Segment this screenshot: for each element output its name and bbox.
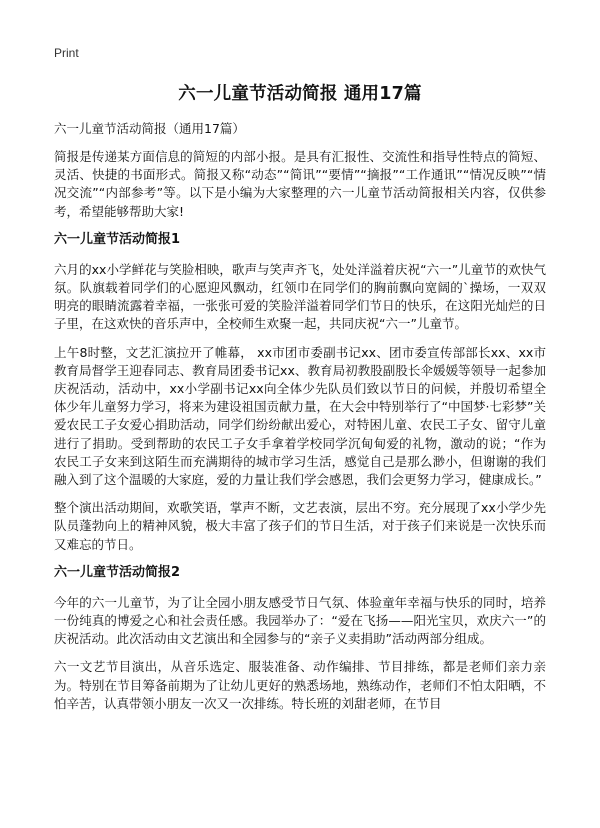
section-1-paragraph-1: 六月的xx小学鲜花与笑脸相映，歌声与笑声齐飞，处处洋溢着庆祝“六一”儿童节的欢快气氛。队旗载着同学们的心愿迎风飘动，红领巾在同学们的胸前飘向宽阔的`操场，一双双明亮的眼睛流露着幸福，一张张可爱的笑脸洋溢着同学们节日的快乐，在这阳光灿烂的日子里，在这欢快的音乐声中，全校师生欢聚一起，共同庆祝“六一”儿童节。 — [54, 261, 546, 332]
document-title: 六一儿童节活动简报 通用17篇 — [178, 84, 422, 104]
section-1-paragraph-2: 上午8时整，文艺汇演拉开了帷幕， xx市团市委副书记xx、团市委宣传部部长xx、xx市教育局督学王迎春同志、教育局团委书记xx、教育局初教股副股长伞媛媛等领导一起参加庆祝活动，活动中，xx小学副书记xx向全体少先队员们致以节日的问候，并殷切希望全体少年儿童努力学习，将来为建设祖国贡献力量，在大会中特别举行了“中国梦·七彩梦”关爱农民工子女爱心捐助活动，同学们纷纷献出爱心，对特困儿童、农民工子女、留守儿童进行了捐助。受到帮助的农民工子女手拿着学校同学沉甸甸爱的礼物，激动的说；“作为农民工子女来到这陌生而充满期待的城市学习生活，感觉自己是那么渺小，但谢谢的我们融入到了这个温暖的大家庭，爱的力量让我们学会感恩，我们会更努力学习，健康成长。” — [54, 344, 546, 488]
section-2-paragraph-1: 今年的六一儿童节，为了让全园小朋友感受节日气氛、体验童年幸福与快乐的同时，培养一份纯真的博爱之心和社会责任感。我园举办了：“爱在飞扬——阳光宝贝，欢庆六一”的庆祝活动。此次活动由文艺演出和全园参与的“亲子义卖捐助”活动两部分组成。 — [54, 594, 546, 647]
document-body — [54, 120, 546, 723]
section-heading-2: 六一儿童节活动简报2 — [54, 564, 181, 580]
print-link[interactable]: Print — [54, 46, 79, 60]
section-2-paragraph-2: 六一文艺节目演出，从音乐选定、服装准备、动作编排、节目排练，都是老师们亲力亲为。特别在节目筹备前期为了让幼儿更好的熟悉场地，熟练动作，老师们不怕太阳晒，不怕辛苦，认真带领小朋友一次又一次排练。特长班的刘甜老师，在节目 — [54, 659, 546, 711]
document-subtitle: 六一儿童节活动简报（通用17篇） — [54, 121, 245, 136]
section-heading-1: 六一儿童节活动简报1 — [54, 231, 181, 247]
section-1-paragraph-3: 整个演出活动期间，欢歌笑语，掌声不断，文艺表演，层出不穷。充分展现了xx小学少先队员蓬勃向上的精神风貌，极大丰富了孩子们的节日生活，对于孩子们来说是一次快乐而又难忘的节日。 — [54, 500, 546, 552]
intro-paragraph: 简报是传递某方面信息的简短的内部小报。是具有汇报性、交流性和指导性特点的简短、灵活、快捷的书面形式。简报又称“动态”“简讯”“要情”“摘报”“工作通讯”“情况反映”“情况交流”“内部参考”等。以下是小编为大家整理的六一儿童节活动简报相关内容，仅供参考，希望能够帮助大家! — [54, 149, 546, 219]
